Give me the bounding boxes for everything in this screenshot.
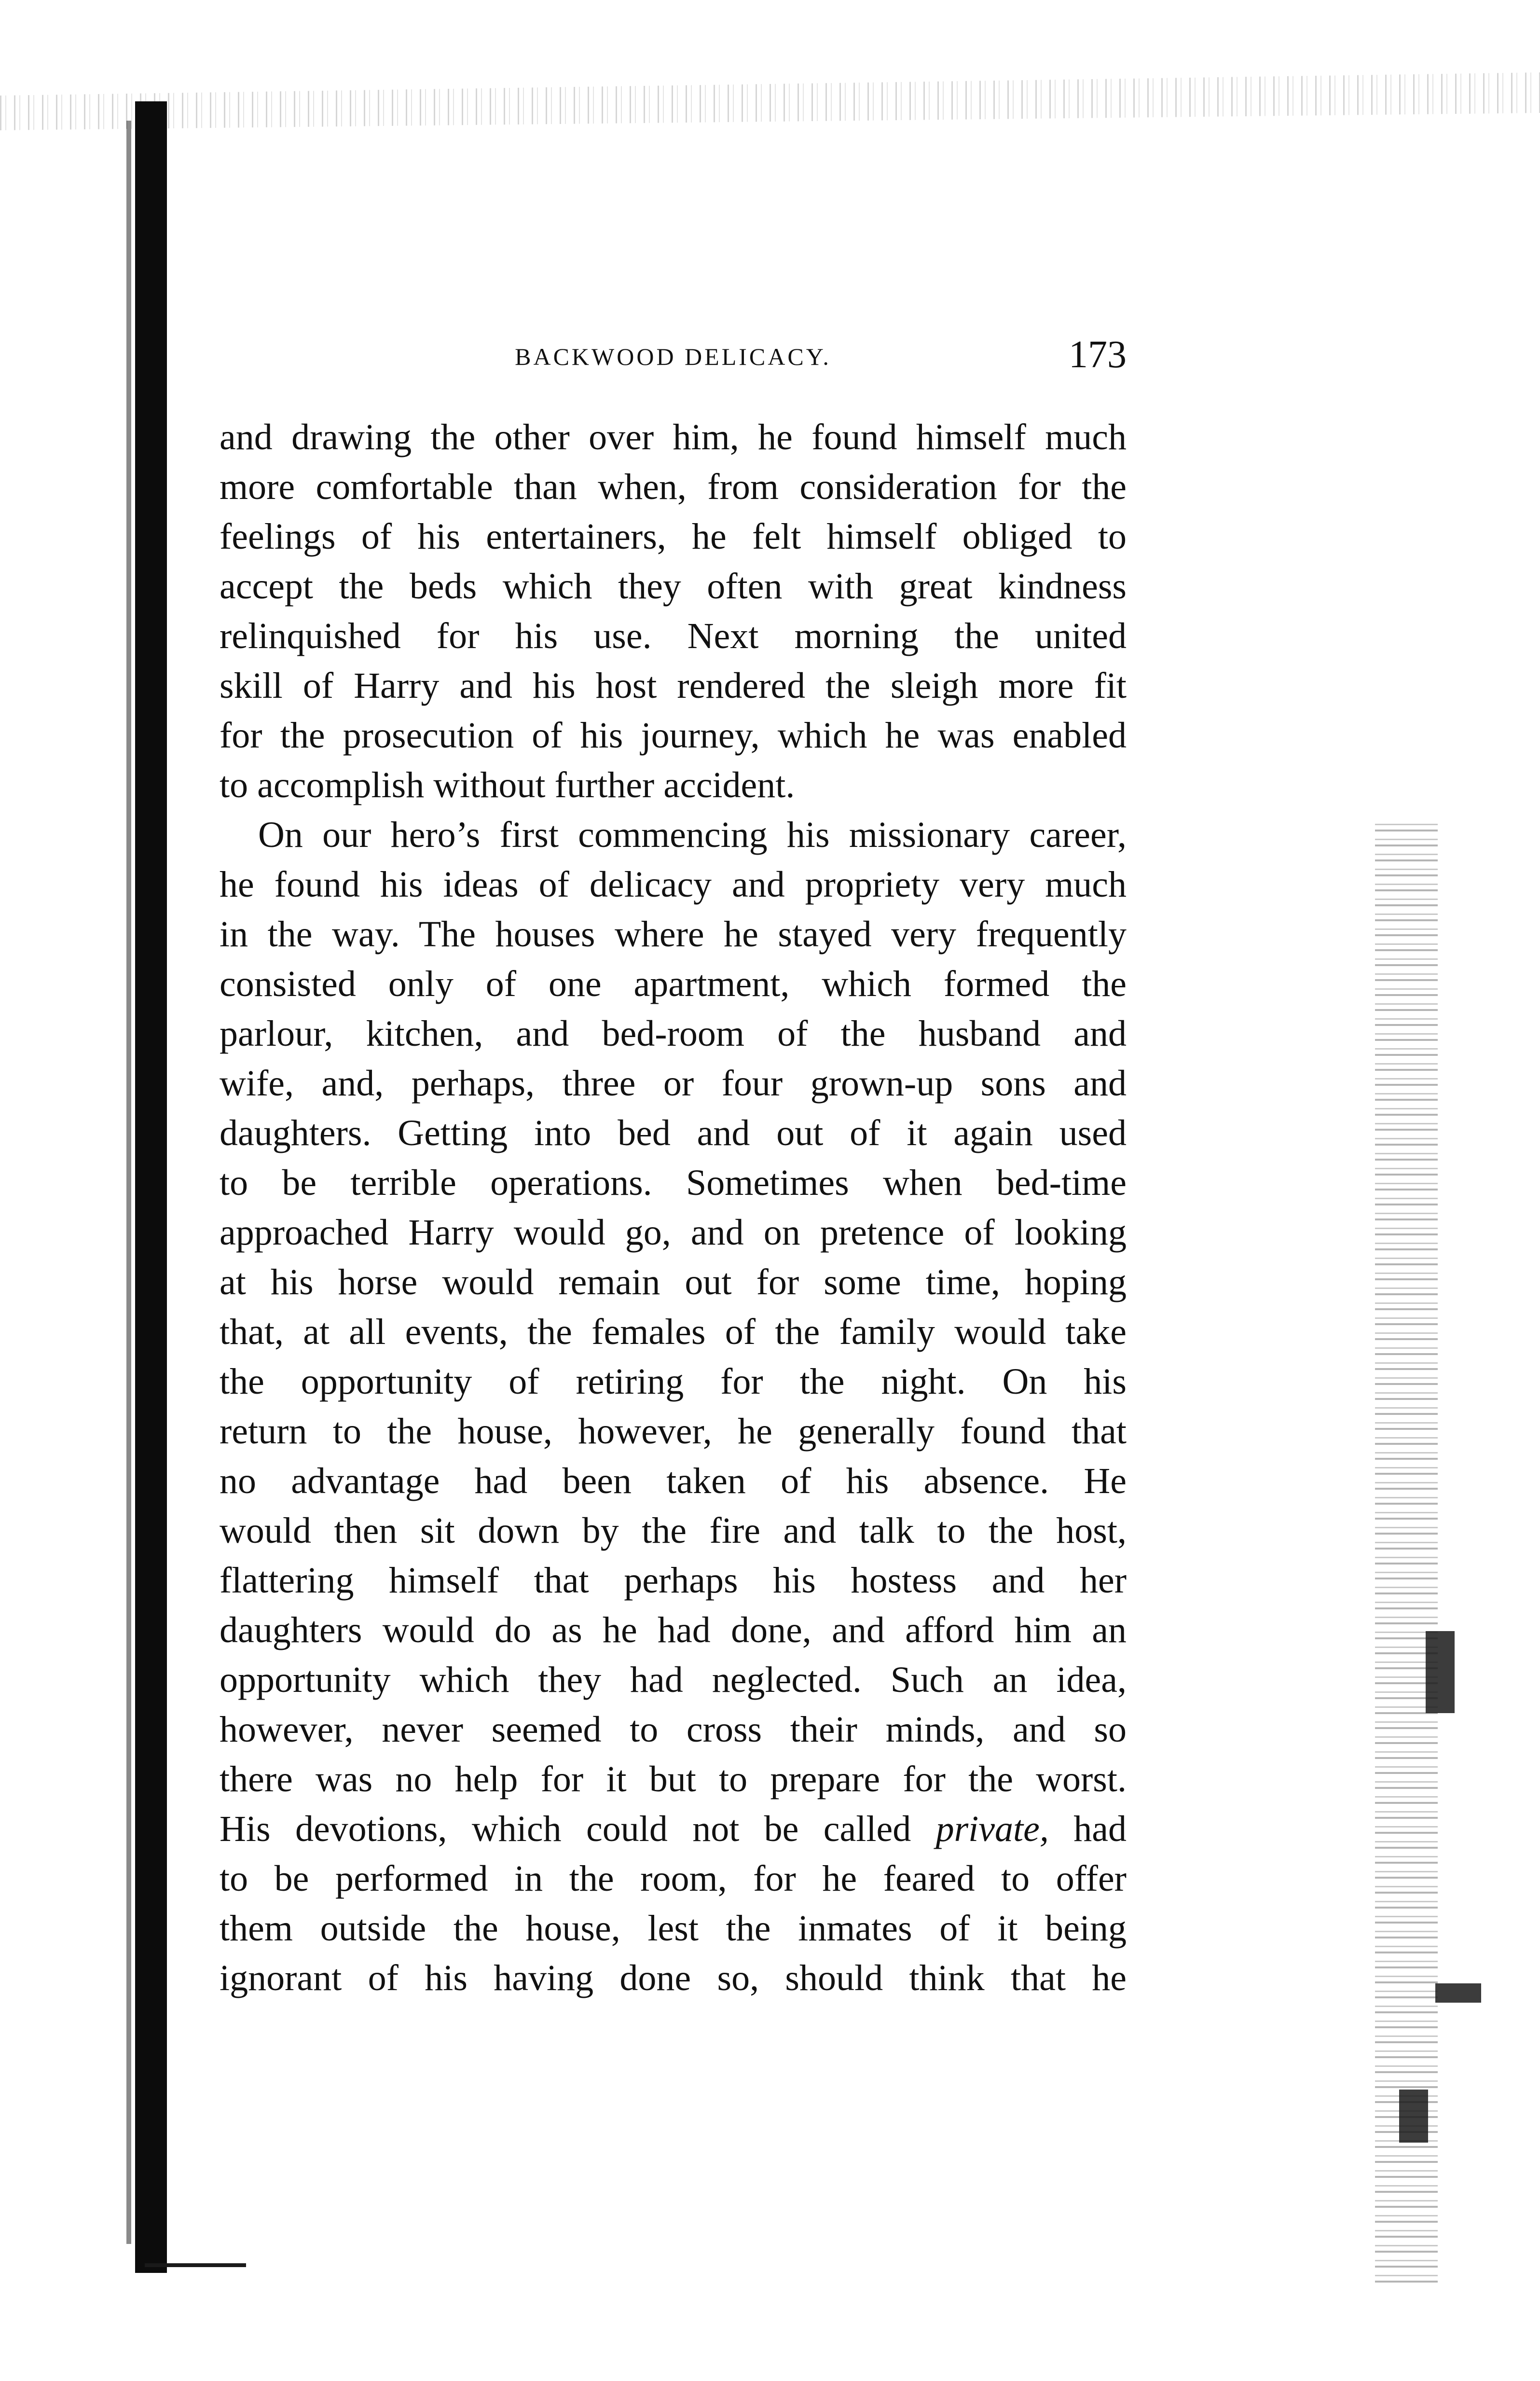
text-line: opportunity which they had neglected. Such an idea, [220,1660,1127,1700]
text-line: ignorant of his having done so, should think that he [220,1958,1127,1998]
scan-mark-block [1426,1631,1455,1713]
text-line: would then sit down by the fire and talk to the host, [220,1510,1127,1551]
text-line: the opportunity of retiring for the night. On his [220,1361,1127,1402]
text-line: approached Harry would go, and on pretence of looking [220,1212,1127,1253]
text-line: that, at all events, the females of the family would take [220,1312,1127,1352]
body-text [220,413,1127,2003]
text-line: daughters. Getting into bed and out of it again used [220,1113,1127,1153]
text-line: however, never seemed to cross their minds, and so [220,1709,1127,1750]
text-line-with-italic [220,1804,1127,1854]
text-line: to be terrible operations. Sometimes when bed-time [220,1163,1127,1203]
text-line: them outside the house, lest the inmates of it being [220,1908,1127,1949]
text-line: On our hero’s first commencing his missionary career, [258,815,1127,855]
text-line: accept the beds which they often with great kindness [220,566,1127,607]
text-line: at his horse would remain out for some time, hoping [220,1262,1127,1302]
text-segment: His devotions, which could not be called [220,1809,936,1849]
text-line: return to the house, however, he generally found that [220,1411,1127,1452]
text-line: no advantage had been taken of his absence. He [220,1461,1127,1501]
scan-mark-block [1399,2090,1428,2143]
text-line: skill of Harry and his host rendered the sleigh more fit [220,665,1127,706]
scan-mark-block [1435,1983,1481,2003]
italic-word: private, [935,1809,1049,1849]
scan-noise-top [0,72,1540,130]
text-line: to be performed in the room, for he feared to offer [220,1858,1127,1899]
text-line: feelings of his entertainers, he felt himself obliged to [220,516,1127,557]
text-segment: had [1048,1809,1127,1849]
text-line: in the way. The houses where he stayed very frequently [220,914,1127,955]
text-line: and drawing the other over him, he found himself much [220,417,1127,457]
text-line: parlour, kitchen, and bed-room of the husband and [220,1013,1127,1054]
scan-bottom-mark [145,2263,246,2267]
text-line: flattering himself that perhaps his hostess and her [220,1560,1127,1601]
page-header [220,333,1127,386]
running-head: BACKWOOD DELICACY. [515,343,831,370]
scan-noise-right-edge [1375,820,1438,2283]
page-number: 173 [1069,333,1127,376]
text-line: daughters would do as he had done, and afford him an [220,1610,1127,1650]
text-line: to accomplish without further accident. [220,765,795,805]
scan-binding-shadow [126,121,131,2244]
text-line: more comfortable than when, from consideration for the [220,467,1127,507]
text-line: consisted only of one apartment, which formed the [220,964,1127,1004]
text-line: he found his ideas of delicacy and propriety very much [220,864,1127,905]
scan-binding-edge [135,101,167,2273]
text-line: there was no help for it but to prepare for the worst. [220,1759,1127,1800]
text-line: wife, and, perhaps, three or four grown-up sons and [220,1063,1127,1104]
text-line: relinquished for his use. Next morning the united [220,616,1127,656]
text-line: for the prosecution of his journey, which he was enabled [220,715,1127,756]
